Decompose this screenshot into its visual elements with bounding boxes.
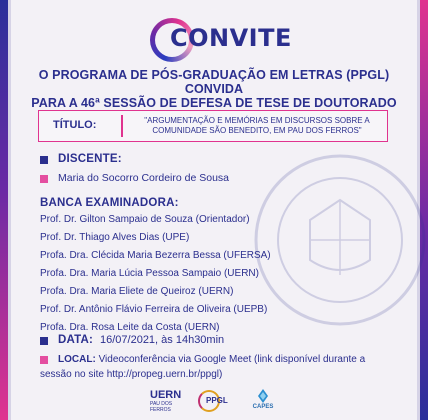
discente-bullet-icon — [40, 156, 48, 164]
banca-member: Profa. Dra. Rosa Leite da Costa (UERN) — [40, 322, 220, 333]
discente-heading: DISCENTE: — [58, 153, 122, 165]
local-section — [58, 352, 418, 367]
header — [150, 18, 290, 62]
headline-line-2: PARA A 46ª SESSÃO DE DEFESA DE TESE DE DOUTORADO — [31, 96, 397, 110]
banca-member: Profa. Dra. Maria Eliete de Queiroz (UERN) — [40, 286, 234, 297]
page-title: CONVITE — [170, 24, 292, 52]
local-bullet-icon — [40, 356, 48, 364]
capes-logo: CAPES — [246, 388, 280, 414]
data-label: DATA: — [58, 334, 94, 346]
title-divider — [121, 115, 123, 137]
banca-heading: BANCA EXAMINADORA: — [40, 197, 179, 209]
local-line-2: sessão no site http://propeg.uern.br/ppgl) — [40, 369, 223, 380]
banca-member-list — [40, 211, 380, 337]
data-value: 16/07/2021, às 14h30min — [100, 334, 225, 346]
banca-member: Prof. Dr. Antônio Flávio Ferreira de Oliveira (UEPB) — [40, 304, 268, 315]
data-bullet-icon — [40, 337, 48, 345]
discente-name: Maria do Socorro Cordeiro de Sousa — [58, 172, 230, 184]
banca-member: Profa. Dra. Maria Lúcia Pessoa Sampaio (UERN) — [40, 268, 259, 279]
thesis-title-box — [38, 110, 388, 142]
local-label: LOCAL: — [58, 354, 96, 365]
capes-leaf-icon — [254, 388, 272, 404]
headline-line-1: O PROGRAMA DE PÓS-GRADUAÇÃO EM LETRAS (PPGL) CONVIDA — [38, 68, 390, 96]
thesis-title-label: TÍTULO: — [53, 119, 97, 131]
banca-member: Prof. Dr. Thiago Alves Dias (UPE) — [40, 232, 190, 243]
thesis-title-text: "ARGUMENTAÇÃO E MEMÓRIAS EM DISCURSOS SOBRE A COMUNIDADE SÃO BENEDITO, EM PAU DOS FERROS" — [144, 116, 370, 135]
headline — [14, 68, 414, 110]
discente-name-bullet-icon — [40, 175, 48, 183]
local-line-1: Videoconferência via Google Meet (link disponível durante a — [98, 354, 366, 365]
uern-logo: UERN PAU DOS FERROS — [150, 389, 182, 413]
ppgl-logo: PPGL — [198, 390, 232, 412]
banca-member: Prof. Dr. Gilton Sampaio de Souza (Orientador) — [40, 214, 250, 225]
banca-member: Profa. Dra. Clécida Maria Bezerra Bessa (UFERSA) — [40, 250, 271, 261]
left-accent-stripe — [8, 0, 11, 420]
left-gradient-bar — [0, 0, 8, 420]
logos-footer — [150, 388, 300, 416]
